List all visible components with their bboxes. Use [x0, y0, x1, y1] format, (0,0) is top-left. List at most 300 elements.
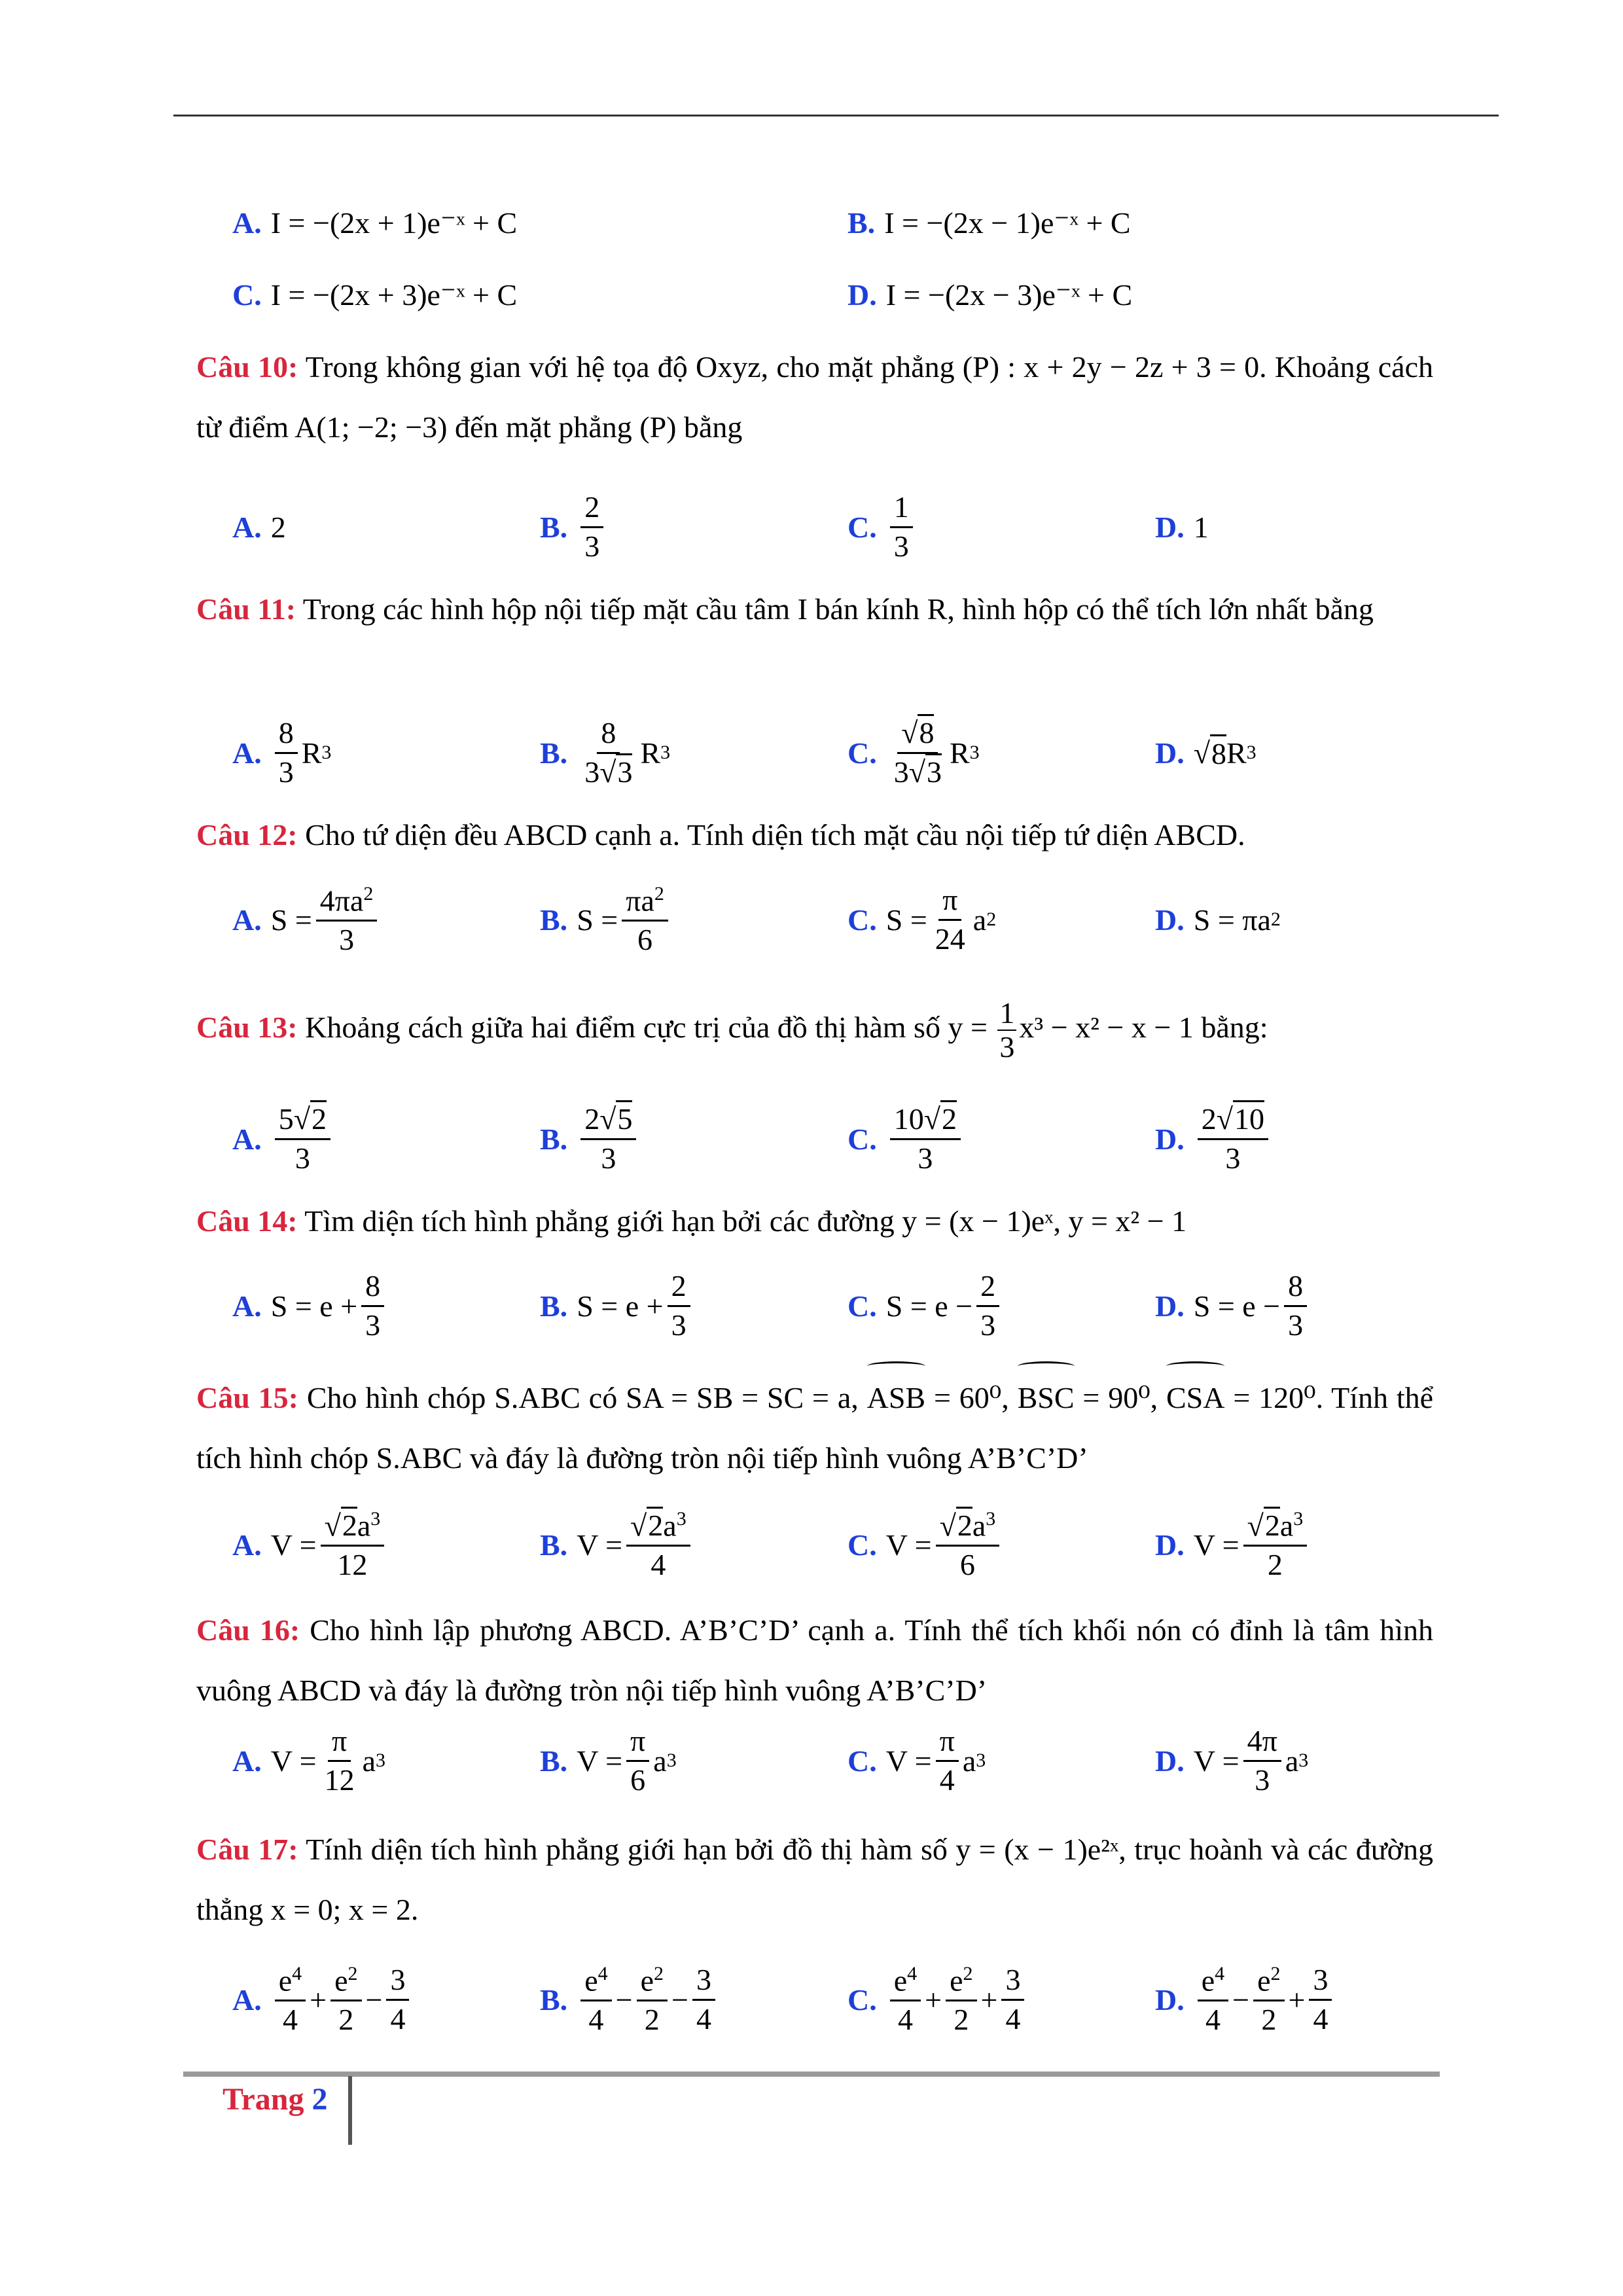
base: e	[950, 1964, 963, 1998]
option-label: D.	[1155, 1289, 1185, 1323]
operator: +	[1288, 1982, 1306, 2017]
fraction	[936, 1509, 1000, 1581]
q14-options	[232, 1266, 1476, 1345]
option-label: C.	[847, 1528, 877, 1562]
denominator: 3	[1225, 1141, 1241, 1175]
option-label: C.	[847, 1744, 877, 1778]
denominator: 2	[644, 2002, 660, 2036]
option-label: B.	[540, 1528, 568, 1562]
q12-option-d[interactable]	[1155, 880, 1281, 959]
footer-rule	[183, 2072, 1440, 2077]
fraction	[668, 1270, 690, 1341]
angle-value: = 120⁰.	[1233, 1381, 1324, 1414]
q14-option-b[interactable]	[540, 1266, 694, 1345]
exponent: 2	[986, 908, 997, 930]
exponent: 2	[653, 1963, 664, 1985]
numerator	[1198, 1964, 1228, 2001]
fraction	[275, 1964, 306, 2036]
numerator: π	[626, 1725, 649, 1761]
exponent: 3	[321, 742, 332, 763]
angle-value: = 60⁰,	[933, 1381, 1009, 1414]
q17-option-d[interactable]	[1155, 1960, 1336, 2039]
numerator: 5√2	[275, 1103, 330, 1139]
radicand: 2	[341, 1507, 357, 1542]
symbol: a	[1285, 1744, 1299, 1778]
fraction	[997, 998, 1016, 1062]
fraction	[1198, 1964, 1228, 2036]
angle: BSC	[1018, 1368, 1075, 1428]
denominator: 4	[390, 2001, 406, 2036]
q9-option-d[interactable]	[847, 255, 1132, 334]
numerator: π	[938, 884, 961, 920]
numerator: 2	[668, 1270, 690, 1306]
q15-options	[232, 1505, 1476, 1584]
fraction	[1309, 1964, 1332, 2035]
lhs: S =	[885, 903, 927, 937]
q9-option-a[interactable]	[232, 183, 517, 262]
exponent: 4	[1215, 1963, 1225, 1985]
operator: −	[671, 1982, 688, 2017]
option-label: D.	[1155, 1982, 1185, 2017]
question-number: Câu 16:	[196, 1613, 300, 1647]
numerator	[316, 884, 378, 922]
denominator: 3	[918, 1141, 933, 1175]
exponent: 2	[654, 883, 664, 905]
q16-option-c[interactable]	[847, 1721, 986, 1800]
denominator: 4	[1313, 2001, 1329, 2036]
option-label: B.	[540, 1289, 568, 1323]
fraction	[580, 717, 636, 788]
q10-option-d[interactable]	[1155, 488, 1209, 566]
option-label: A.	[232, 1744, 262, 1778]
denominator: 4	[1205, 2002, 1221, 2036]
question-text: Tìm diện tích hình phẳng giới hạn bởi các đường y = (x − 1)eˣ, y = x² − 1	[304, 1204, 1187, 1238]
operator: +	[310, 1982, 327, 2017]
fraction	[931, 884, 969, 955]
lhs: S =	[577, 903, 618, 937]
fraction	[626, 1509, 690, 1581]
fraction	[936, 1725, 959, 1796]
denominator: 3	[980, 1308, 996, 1342]
q13-options	[232, 1100, 1476, 1178]
lhs: V =	[577, 1528, 623, 1562]
coefficient: 2	[584, 1102, 600, 1136]
fraction	[1001, 1964, 1024, 2035]
q16-option-b[interactable]	[540, 1721, 677, 1800]
question-number: Câu 15:	[196, 1381, 298, 1414]
denominator: 6	[630, 1763, 646, 1797]
numerator: 2	[976, 1270, 999, 1306]
option-label: C.	[232, 278, 262, 312]
coefficient: 10	[893, 1102, 924, 1136]
fraction	[361, 1270, 384, 1341]
q16-options	[232, 1721, 1476, 1800]
coefficient: 5	[278, 1102, 294, 1136]
fraction	[580, 492, 603, 562]
lhs: S =	[270, 903, 312, 937]
exponent: 2	[1270, 1963, 1281, 1985]
symbol: R	[301, 736, 322, 770]
lhs: V =	[1193, 1528, 1240, 1562]
q17-stem	[196, 1820, 1433, 1940]
exponent: 4	[597, 1963, 608, 1985]
option-value: 1	[1193, 510, 1209, 544]
denominator: 4	[282, 2002, 298, 2036]
q16-option-a[interactable]	[232, 1721, 385, 1800]
fraction	[321, 1509, 385, 1581]
denominator: 2	[338, 2002, 354, 2036]
fraction	[316, 884, 378, 956]
exponent: 3	[660, 742, 671, 763]
numerator: 1	[890, 492, 913, 528]
option-label: B.	[540, 903, 568, 937]
numerator	[580, 1964, 611, 2001]
option-label: B.	[540, 1982, 568, 2017]
page-number: 2	[312, 2082, 328, 2117]
option-label: D.	[1155, 1528, 1185, 1562]
q9-option-c[interactable]	[232, 255, 517, 334]
numerator: √8	[897, 717, 938, 753]
denominator: 4	[588, 2002, 604, 2036]
question-text: Cho hình lập phương ABCD. A’B’C’D’ cạnh a. Tính thể tích khối nón có đỉnh là tâm hình vuông ABCD và đáy là đường tròn nội tiếp hình vuông A’B’C’D’	[196, 1613, 1433, 1707]
footer-divider	[348, 2076, 352, 2145]
exponent: 2	[348, 1963, 358, 1985]
fraction	[976, 1270, 999, 1341]
base: e	[584, 1964, 598, 1998]
denominator: 4	[1005, 2001, 1021, 2036]
q16-option-d[interactable]	[1155, 1721, 1308, 1800]
numerator: $√2a^3$	[1243, 1509, 1308, 1547]
lhs: S = e −	[885, 1289, 973, 1323]
num-text: 4πa	[319, 884, 364, 918]
question-number: Câu 10:	[196, 350, 298, 384]
q11-option-b[interactable]	[540, 713, 670, 792]
fraction	[1284, 1270, 1307, 1341]
question-text: Trong các hình hộp nội tiếp mặt cầu tâm I bán kính R, hình hộp có thể tích lớn nhất bằng	[302, 592, 1374, 626]
denominator: 4	[939, 1763, 955, 1797]
numerator: 2√5	[580, 1103, 636, 1139]
fraction	[890, 1964, 921, 2036]
q15-option-b[interactable]	[540, 1505, 694, 1584]
denominator: 3	[339, 922, 355, 956]
option-label: A.	[232, 1289, 262, 1323]
q11-stem	[196, 579, 1433, 639]
option-label: C.	[847, 1289, 877, 1323]
exponent: 2	[363, 883, 374, 905]
base: e	[1201, 1964, 1215, 1998]
denominator: 3	[365, 1308, 381, 1342]
base: e	[334, 1964, 348, 1998]
numerator: $√2a^3$	[626, 1509, 690, 1547]
option-label: D.	[1155, 1122, 1185, 1156]
q15-option-c[interactable]	[847, 1505, 1003, 1584]
q13-stem	[196, 988, 1433, 1067]
numerator: 3	[1001, 1964, 1024, 2000]
footer-label: Trang	[223, 2082, 304, 2117]
lhs: V =	[270, 1744, 317, 1778]
radicand: 8	[918, 714, 934, 749]
operator: +	[980, 1982, 998, 2017]
base: e	[640, 1964, 654, 1998]
q14-option-c[interactable]	[847, 1266, 1003, 1345]
denominator: 6	[637, 922, 653, 956]
q17-option-c[interactable]	[847, 1960, 1028, 2039]
denominator: 3√3	[890, 754, 946, 788]
option-label: D.	[1155, 903, 1185, 937]
question-text-end: bằng:	[1201, 1011, 1268, 1044]
q10-option-c[interactable]	[847, 488, 917, 566]
q11-options	[232, 713, 1476, 792]
denominator: 3	[893, 529, 909, 563]
angle-value: = 90⁰,	[1082, 1381, 1158, 1414]
base: e	[1257, 1964, 1271, 1998]
radicand: 3	[925, 753, 942, 789]
option-label: A.	[232, 736, 262, 770]
numerator: 3	[386, 1964, 409, 2000]
operator: −	[365, 1982, 383, 2017]
option-label: D.	[1155, 510, 1185, 544]
symbol: a	[1279, 1509, 1294, 1543]
symbol: a	[972, 1509, 986, 1543]
fraction	[946, 1964, 976, 2036]
denominator: 12	[324, 1763, 355, 1797]
numerator: $√2a^3$	[321, 1509, 385, 1547]
operator: +	[925, 1982, 942, 2017]
denominator: 2	[954, 2002, 969, 2036]
q11-option-d[interactable]: D. √ 8 R 3	[1155, 713, 1257, 792]
option-label: C.	[847, 903, 877, 937]
question-number: Câu 11:	[196, 592, 296, 626]
question-text: Cho hình chóp S.ABC có SA = SB = SC = a,	[306, 1381, 859, 1414]
exponent: 3	[370, 1508, 381, 1530]
denominator: 3	[584, 529, 600, 563]
lhs: V =	[577, 1744, 623, 1778]
radicand: 3	[616, 753, 632, 789]
base: e	[893, 1964, 908, 1998]
numerator	[946, 1964, 976, 2001]
exponent: 2	[1270, 908, 1281, 930]
numerator	[637, 1964, 668, 2001]
q13-option-b[interactable]	[540, 1100, 640, 1178]
question-text: Tính diện tích hình phẳng giới hạn bởi đồ thị hàm số y = (x − 1)e²ˣ, trục hoành và các đường thẳng x = 0; x = 2.	[196, 1833, 1434, 1926]
q12-stem	[196, 805, 1433, 865]
q10-option-a[interactable]	[232, 488, 286, 566]
exponent: 3	[969, 742, 980, 763]
exponent: 4	[292, 1963, 302, 1985]
question-text: Trong không gian với hệ tọa độ Oxyz, cho mặt phẳng (P) : x + 2y − 2z + 3 = 0. Khoảng cách từ điểm A(1; −2; −3) đến mặt phẳng (P) bằng	[196, 350, 1433, 444]
exponent: 3	[376, 1749, 385, 1771]
q13-option-c[interactable]	[847, 1100, 965, 1178]
exponent: 3	[986, 1508, 996, 1530]
option-label: C.	[847, 510, 877, 544]
question-number: Câu 14:	[196, 1204, 298, 1238]
symbol: R	[640, 736, 661, 770]
lhs: V =	[1193, 1744, 1240, 1778]
exponent: 3	[1293, 1508, 1304, 1530]
symbol: R	[949, 736, 970, 770]
denominator: 4	[651, 1547, 666, 1581]
question-text: Cho tứ diện đều ABCD cạnh a. Tính diện tích mặt cầu nội tiếp tứ diện ABCD.	[305, 818, 1245, 852]
numerator: 1	[997, 998, 1016, 1031]
option-label: B.	[540, 1744, 568, 1778]
exponent: 2	[963, 1963, 973, 1985]
numerator: π	[936, 1725, 959, 1761]
option-label: A.	[232, 1982, 262, 2017]
q10-stem	[196, 337, 1433, 457]
denominator: 4	[696, 2001, 711, 2036]
q14-option-d[interactable]	[1155, 1266, 1311, 1345]
denominator: 3	[294, 1141, 310, 1175]
lhs: S = e +	[270, 1289, 358, 1323]
denominator: 3	[278, 755, 294, 789]
fraction	[386, 1964, 409, 2035]
option-label: A.	[232, 903, 262, 937]
symbol: a	[653, 1744, 667, 1778]
coefficient: 3	[893, 755, 909, 789]
option-text: I = −(2x + 3)e⁻ˣ + C	[270, 278, 518, 312]
header-rule	[173, 115, 1499, 117]
denominator: 3	[999, 1030, 1015, 1064]
operator: −	[1232, 1982, 1250, 2017]
numerator	[890, 1964, 921, 2001]
fraction	[1243, 1509, 1308, 1581]
fraction	[1243, 1725, 1281, 1796]
denominator: 24	[935, 922, 965, 956]
numerator	[330, 1964, 361, 2001]
symbol: a	[362, 1744, 376, 1778]
q14-stem	[196, 1191, 1433, 1251]
q9-option-b[interactable]	[847, 183, 1131, 262]
numerator: 8	[597, 717, 620, 753]
numerator: $√2a^3$	[936, 1509, 1000, 1547]
numerator	[1253, 1964, 1284, 2001]
fraction	[890, 717, 946, 788]
numerator: 4π	[1243, 1725, 1281, 1761]
base: e	[278, 1964, 293, 1998]
option-label: A.	[232, 510, 262, 544]
q12-option-c[interactable]	[847, 880, 996, 959]
q14-option-a[interactable]	[232, 1266, 388, 1345]
numerator: 2	[580, 492, 603, 528]
option-label: C.	[847, 1122, 877, 1156]
question-number: Câu 17:	[196, 1833, 298, 1866]
symbol: a	[357, 1509, 371, 1543]
question-number: Câu 13:	[196, 1011, 298, 1044]
angle: CSA	[1166, 1368, 1224, 1428]
denominator: 3	[1288, 1308, 1304, 1342]
lhs: V =	[885, 1744, 932, 1778]
option-label: A.	[232, 206, 262, 240]
exponent: 3	[976, 1749, 986, 1771]
option-label: B.	[540, 510, 568, 544]
q11-option-c[interactable]	[847, 713, 980, 792]
q13-option-d[interactable]	[1155, 1100, 1272, 1178]
denominator: 3	[671, 1308, 687, 1342]
symbol: R	[1226, 736, 1247, 770]
radicand: 5	[616, 1100, 632, 1136]
q10-option-b[interactable]	[540, 488, 607, 566]
numerator: π	[328, 1725, 351, 1761]
lhs: S = e +	[577, 1289, 664, 1323]
q12-options	[232, 880, 1476, 959]
fraction	[580, 1964, 611, 2036]
option-label: A.	[232, 1122, 262, 1156]
q17-option-b[interactable]	[540, 1960, 719, 2039]
lhs: S = e −	[1193, 1289, 1281, 1323]
option-label: A.	[232, 1528, 262, 1562]
expression: x³ − x² − x − 1	[1019, 1011, 1194, 1044]
angle: ASB	[867, 1368, 925, 1428]
fraction	[275, 1103, 330, 1174]
symbol: a	[962, 1744, 976, 1778]
q16-stem	[196, 1600, 1433, 1721]
radicand: 10	[1233, 1100, 1264, 1136]
radicand: 2	[956, 1507, 972, 1542]
q17-option-a[interactable]	[232, 1960, 413, 2039]
denominator: 3	[1255, 1763, 1270, 1797]
fraction	[1198, 1103, 1268, 1174]
numerator: 8	[361, 1270, 384, 1306]
q15-option-d[interactable]	[1155, 1505, 1311, 1584]
radicand: 2	[940, 1100, 957, 1136]
option-label: B.	[540, 1122, 568, 1156]
fraction	[692, 1964, 715, 2035]
fraction	[626, 1725, 649, 1796]
fraction	[622, 884, 668, 956]
fraction	[321, 1725, 359, 1796]
option-label: C.	[847, 1982, 877, 2017]
numerator	[275, 1964, 306, 2001]
fraction	[580, 1103, 636, 1174]
q15-option-a[interactable]	[232, 1505, 388, 1584]
denominator: 2	[1267, 1547, 1283, 1581]
exponent: 3	[676, 1508, 687, 1530]
option-text: I = −(2x + 1)e⁻ˣ + C	[270, 206, 518, 240]
option-label: C.	[847, 736, 877, 770]
q15-stem	[196, 1368, 1433, 1488]
denominator: 4	[897, 2002, 913, 2036]
page-footer	[223, 2081, 327, 2117]
q12-option-b[interactable]	[540, 880, 672, 959]
denominator: 6	[959, 1547, 975, 1581]
question-text: Khoảng cách giữa hai điểm cực trị của đồ thị hàm số y =	[305, 1011, 988, 1044]
question-text-end: Tính thể tích hình chóp S.ABC và đáy là đường tròn nội tiếp hình vuông A’B’C’D’	[196, 1381, 1434, 1475]
numerator: 2√10	[1198, 1103, 1268, 1139]
option-label: B.	[847, 206, 876, 240]
lhs: V =	[885, 1528, 932, 1562]
numerator: 3	[692, 1964, 715, 2000]
exponent: 3	[666, 1749, 677, 1771]
denominator: 2	[1261, 2002, 1277, 2036]
fraction	[637, 1964, 668, 2036]
q13-option-a[interactable]	[232, 1100, 334, 1178]
q12-option-a[interactable]	[232, 880, 381, 959]
lhs: V =	[270, 1528, 317, 1562]
radicand: 2	[647, 1507, 663, 1542]
numerator: 3	[1309, 1964, 1332, 2000]
radicand: 2	[1264, 1507, 1280, 1542]
option-label: D.	[1155, 1744, 1185, 1778]
radicand: 8	[1210, 734, 1226, 771]
option-text: I = −(2x − 1)e⁻ˣ + C	[884, 206, 1131, 240]
fraction	[890, 492, 913, 562]
q11-option-a[interactable]	[232, 713, 331, 792]
radicand: 2	[310, 1100, 327, 1136]
q17-options	[232, 1960, 1476, 2039]
fraction	[890, 1103, 961, 1174]
fraction	[330, 1964, 361, 2036]
coefficient: 3	[584, 755, 600, 789]
